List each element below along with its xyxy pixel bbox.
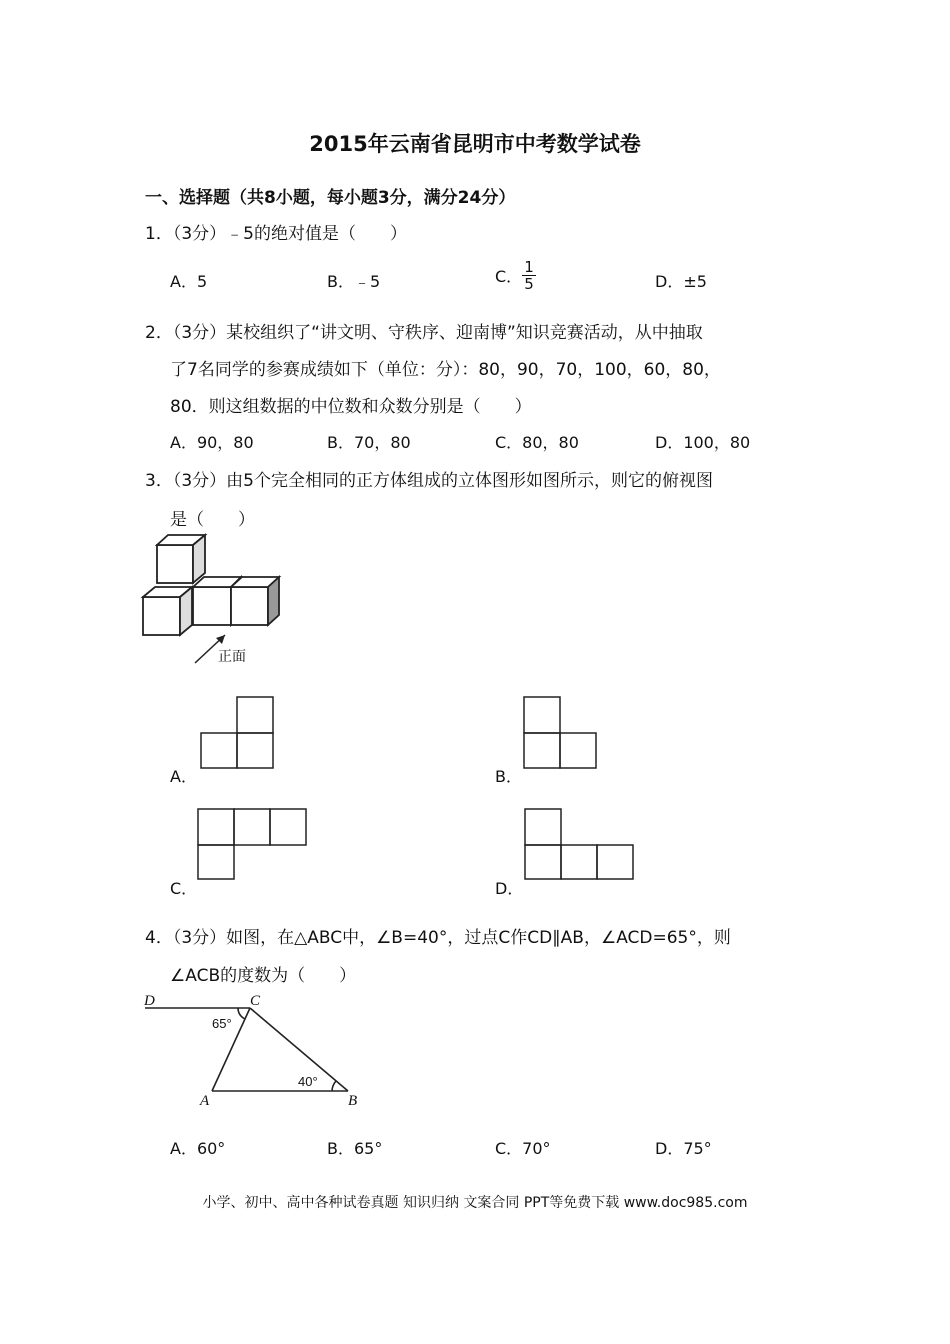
question-3-line-2: 是（ ） xyxy=(170,510,255,530)
section-heading: 一、选择题（共8小题，每小题3分，满分24分） xyxy=(145,188,516,208)
q1-option-b: B．﹣5 xyxy=(327,272,381,291)
q3-option-a: A． xyxy=(170,767,197,786)
question-2-line-3: 80．则这组数据的中位数和众数分别是（ ） xyxy=(170,397,532,417)
angle-c-label: 65° xyxy=(212,1016,232,1031)
q4-option-b: B．65° xyxy=(327,1139,383,1158)
angle-b-arc xyxy=(332,1081,336,1091)
q1-option-d: D．±5 xyxy=(655,272,707,291)
option-a-grid xyxy=(200,696,280,771)
fraction-denominator: 5 xyxy=(524,275,534,293)
q1-option-c-label: C． xyxy=(495,267,523,286)
page-title: 2015年云南省昆明市中考数学试卷 xyxy=(309,132,641,156)
q4-option-c: C．70° xyxy=(495,1139,551,1158)
q1-option-a: A．5 xyxy=(170,272,208,291)
label-b: B xyxy=(348,1093,358,1109)
label-c: C xyxy=(250,993,261,1009)
angle-b-label: 40° xyxy=(298,1074,318,1089)
angle-c-arc xyxy=(238,1008,245,1019)
q3-option-d: D． xyxy=(495,879,524,898)
question-2-line-1: 2．（3分）某校组织了“讲文明、守秩序、迎南博”知识竞赛活动，从中抽取 xyxy=(145,323,703,343)
q3-option-b: B． xyxy=(495,767,522,786)
front-label: 正面 xyxy=(218,649,246,665)
q3-option-c: C． xyxy=(170,879,198,898)
label-a: A xyxy=(200,1093,210,1109)
question-1-stem: 1．（3分）﹣5的绝对值是（ ） xyxy=(145,224,407,244)
triangle-figure xyxy=(140,990,370,1115)
q2-option-b: B．70，80 xyxy=(327,433,411,452)
question-3-line-1: 3．（3分）由5个完全相同的正方体组成的立体图形如图所示，则它的俯视图 xyxy=(145,471,713,491)
option-d-grid xyxy=(524,808,639,883)
option-b-grid xyxy=(523,696,603,771)
fraction xyxy=(522,259,536,292)
footer-text: 小学、初中、高中各种试卷真题 知识归纳 文案合同 PPT等免费下载 www.doc985.com xyxy=(202,1195,748,1211)
fraction-numerator: 1 xyxy=(524,258,534,276)
option-c-grid xyxy=(197,808,312,883)
question-2-line-2: 了7名同学的参赛成绩如下（单位：分）：80，90，70，100，60，80， xyxy=(170,360,721,380)
question-4-line-1: 4．（3分）如图，在△ABC中，∠B=40°，过点C作CD∥AB，∠ACD=65°，则 xyxy=(145,928,731,948)
q2-option-c: C．80，80 xyxy=(495,433,579,452)
question-4-line-2: ∠ACB的度数为（ ） xyxy=(170,966,357,986)
q1-option-c xyxy=(495,259,536,292)
q2-option-a: A．90，80 xyxy=(170,433,254,452)
q4-option-d: D．75° xyxy=(655,1139,712,1158)
q4-option-a: A．60° xyxy=(170,1139,226,1158)
q2-option-d: D．100，80 xyxy=(655,433,751,452)
label-d: D xyxy=(144,993,155,1009)
cube-figure xyxy=(140,535,290,670)
